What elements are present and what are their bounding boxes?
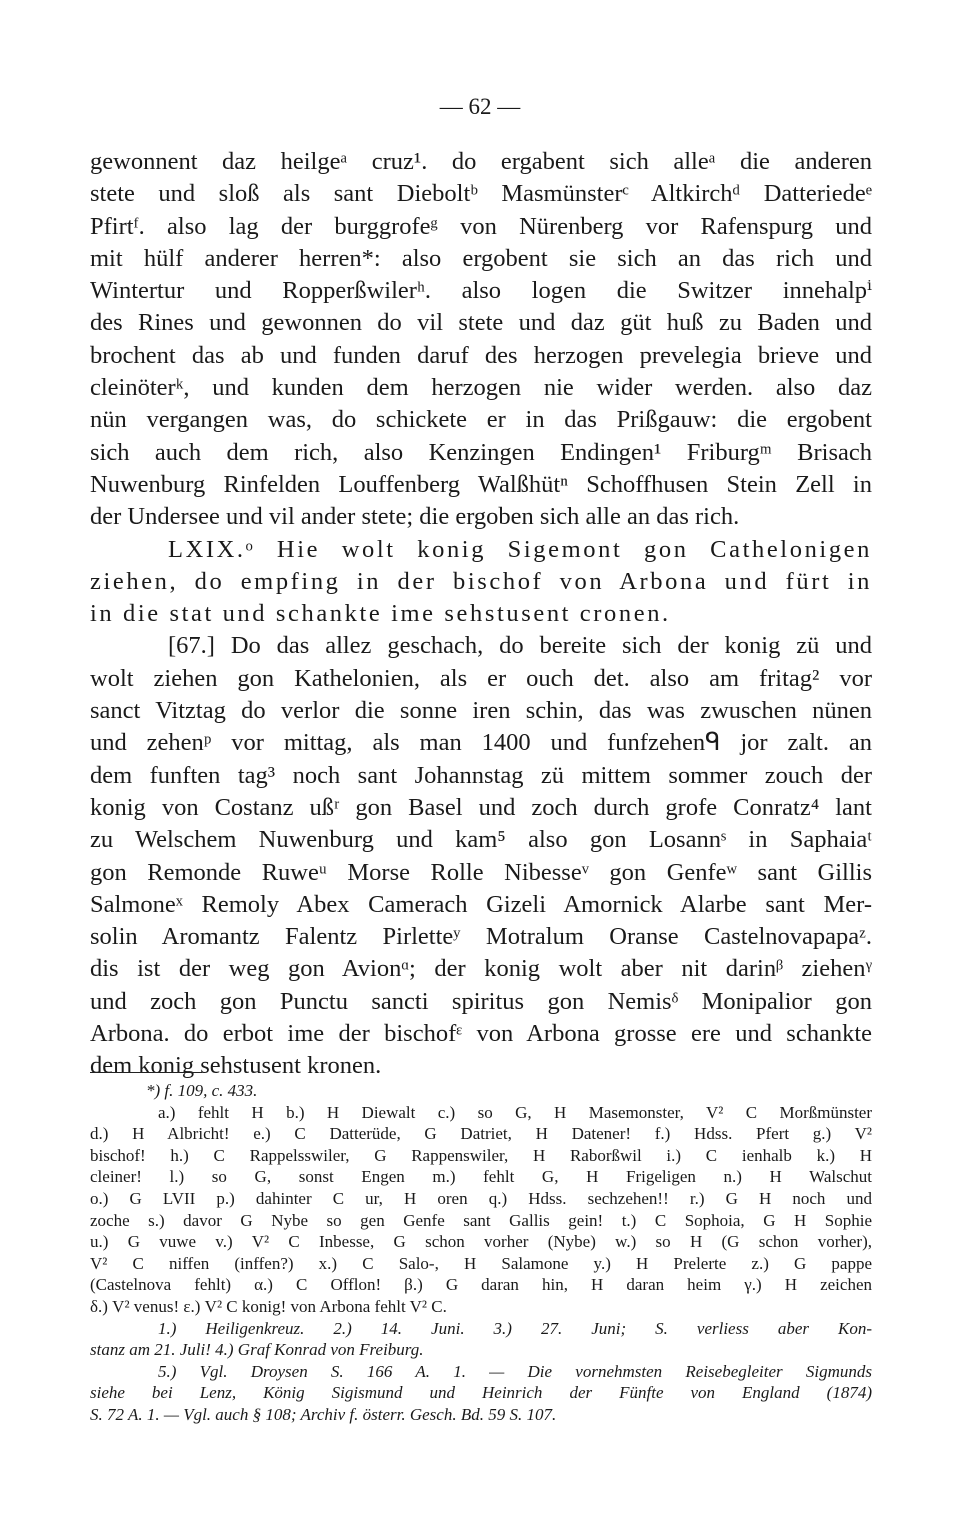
text-line: gewonnent daz heilgeᵃ cruz¹. do ergabent sich alleᵃ die anderen [90,148,872,175]
text-line: des Rines und gewonnen do vil stete und daz güt huß zu Baden und [90,309,872,337]
reference-note-line: 1.) Heiligenkreuz. 2.) 14. Juni. 3.) 27. Juni; S. verliess aber Kon- [158,1318,872,1338]
text-line: sanct Vitztag do verlor die sonne iren schin, das was zwuschen nünen [90,697,872,725]
footnote-line: *) f. 109, c. 433. [146,1081,258,1100]
footnote-line: zoche s.) davor G Nybe so gen Genfe sant Gallis gein! t.) C Sophoia, G H Sophie [90,1210,872,1230]
text-line: und zoch gon Punctu sancti spiritus gon Nemisᵟ Monipalior gon [90,987,872,1015]
text-line: Salmoneˣ Remoly Abex Camerach Gizeli Amornick Alarbe sant Mer- [90,890,872,918]
footnote-line: d.) H Albricht! e.) C Datterüde, G Datriet, H Datener! f.) Hdss. Pfert g.) V² [90,1124,872,1144]
footnote-line: o.) G LVII p.) dahinter C ur, H oren q.) Hdss. sechzehen!! r.) G H noch und [90,1188,872,1208]
text-line: stete und sloß als sant Dieboltᵇ Masmünsterᶜ Altkirchᵈ Datteriedeᵉ [90,180,872,208]
footnote-line: (Castelnova fehlt) α.) C Offlon! β.) G daran hin, H daran heim γ.) H zeichen [90,1275,872,1295]
text-line: zu Welschem Nuwenburg und kam⁵ also gon Losannˢ in Saphaiaᵗ [90,826,872,854]
reference-note-line: siehe bei Lenz, König Sigismund und Heinrich der Fünfte von England (1874) [90,1383,872,1403]
footnote-line: u.) G vuwe v.) V² C Inbesse, G schon vorher (Nybe) w.) so H (G schon vorher), [90,1232,872,1252]
text-line: und zehenᵖ vor mittag, als man 1400 und funfzehenᑫ jor zalt. an [90,729,872,757]
footnote-divider [90,1072,202,1073]
footnotes [90,1080,872,1426]
text-line: wolt ziehen gon Kathelonien, als er ouch det. also am fritag² vor [90,664,872,692]
text-line: mit hülf anderer herren*: also ergobent sie sich an das rich und [90,244,872,272]
text-line: [67.] Do das allez geschach, do bereite sich der konig zü und [168,632,872,660]
text-line: dem funften tag³ noch sant Johannstag zü mittem sommer zouch der [90,761,872,789]
footnote-line: cleiner! l.) so G, sonst Engen m.) fehlt G, H Frigeligen n.) H Walschut [90,1167,872,1187]
text-line: der Undersee und vil ander stete; die ergoben sich alle an das rich. [90,503,740,531]
text-line: cleinöterᵏ, und kunden dem herzogen nie wider werden. also daz [90,374,872,402]
text-line: Nuwenburg Rinfelden Louffenberg Walßhütⁿ Schoffhusen Stein Zell in [90,470,872,498]
main-text [90,146,872,1083]
reference-note-line: S. 72 A. 1. — Vgl. auch § 108; Archiv f. österr. Gesch. Bd. 59 S. 107. [90,1404,557,1424]
chapter-heading-line: in die stat und schankte ime sehstusent cronen. [90,600,671,628]
chapter-heading-line: LXIX.ᵒ Hie wolt konig Sigemont gon Cathelonigen [168,535,872,563]
footnote-line: V² C niffen (inffen?) x.) C Salo-, H Salamone y.) H Prelerte z.) G pappe [90,1253,872,1273]
page-number: — 62 — [439,94,521,119]
text-line: dem konig sehstusent kronen. [90,1052,382,1080]
text-line: Arbona. do erbot ime der bischofᵋ von Arbona grosse ere und schankte [90,1020,872,1048]
text-line: sich auch dem rich, also Kenzingen Endingen¹ Friburgᵐ Brisach [90,438,872,466]
footnote-line: bischof! h.) C Rappelsswiler, G Rappenswiler, H Raborßwil i.) C ienhalb k.) H [90,1145,872,1165]
chapter-heading-line: ziehen, do empfing in der bischof von Arbona und fürt in [90,567,872,595]
text-line: konig von Costanz ußʳ gon Basel und zoch durch grofe Conratz⁴ lant [90,793,872,821]
text-line: nün vergangen was, do schickete er in das Prißgauw: die ergobent [90,406,872,434]
reference-note-line: stanz am 21. Juli! 4.) Graf Konrad von Freiburg. [90,1340,424,1360]
text-line: dis ist der weg gon Avionᵅ; der konig wolt aber nit darinᵝ ziehenᵞ [90,955,872,983]
text-line: Wintertur und Ropperßwilerʰ. also logen die Switzer innehalpⁱ [90,277,872,305]
footnote-line: δ.) V² venus! ε.) V² C konig! von Arbona fehlt V² C. [90,1296,447,1316]
text-line: gon Remonde Ruweᵘ Morse Rolle Nibesseᵛ gon Genfeʷ sant Gillis [90,858,872,886]
text-line: solin Aromantz Falentz Pirletteʸ Motralum Oranse Castelnovapapaᶻ. [90,923,872,951]
footnote-line: a.) fehlt H b.) H Diewalt c.) so G, H Masemonster, V² C Morßmünster [158,1102,872,1122]
text-line: brochent das ab und funden daruf des herzogen prevelegia brieve und [90,341,872,369]
text-line: Pfirtᶠ. also lag der burggrofeᵍ von Nürenberg vor Rafenspurg und [90,212,872,240]
reference-note-line: 5.) Vgl. Droysen S. 166 A. 1. — Die vornehmsten Reisebegleiter Sigmunds [158,1361,872,1381]
